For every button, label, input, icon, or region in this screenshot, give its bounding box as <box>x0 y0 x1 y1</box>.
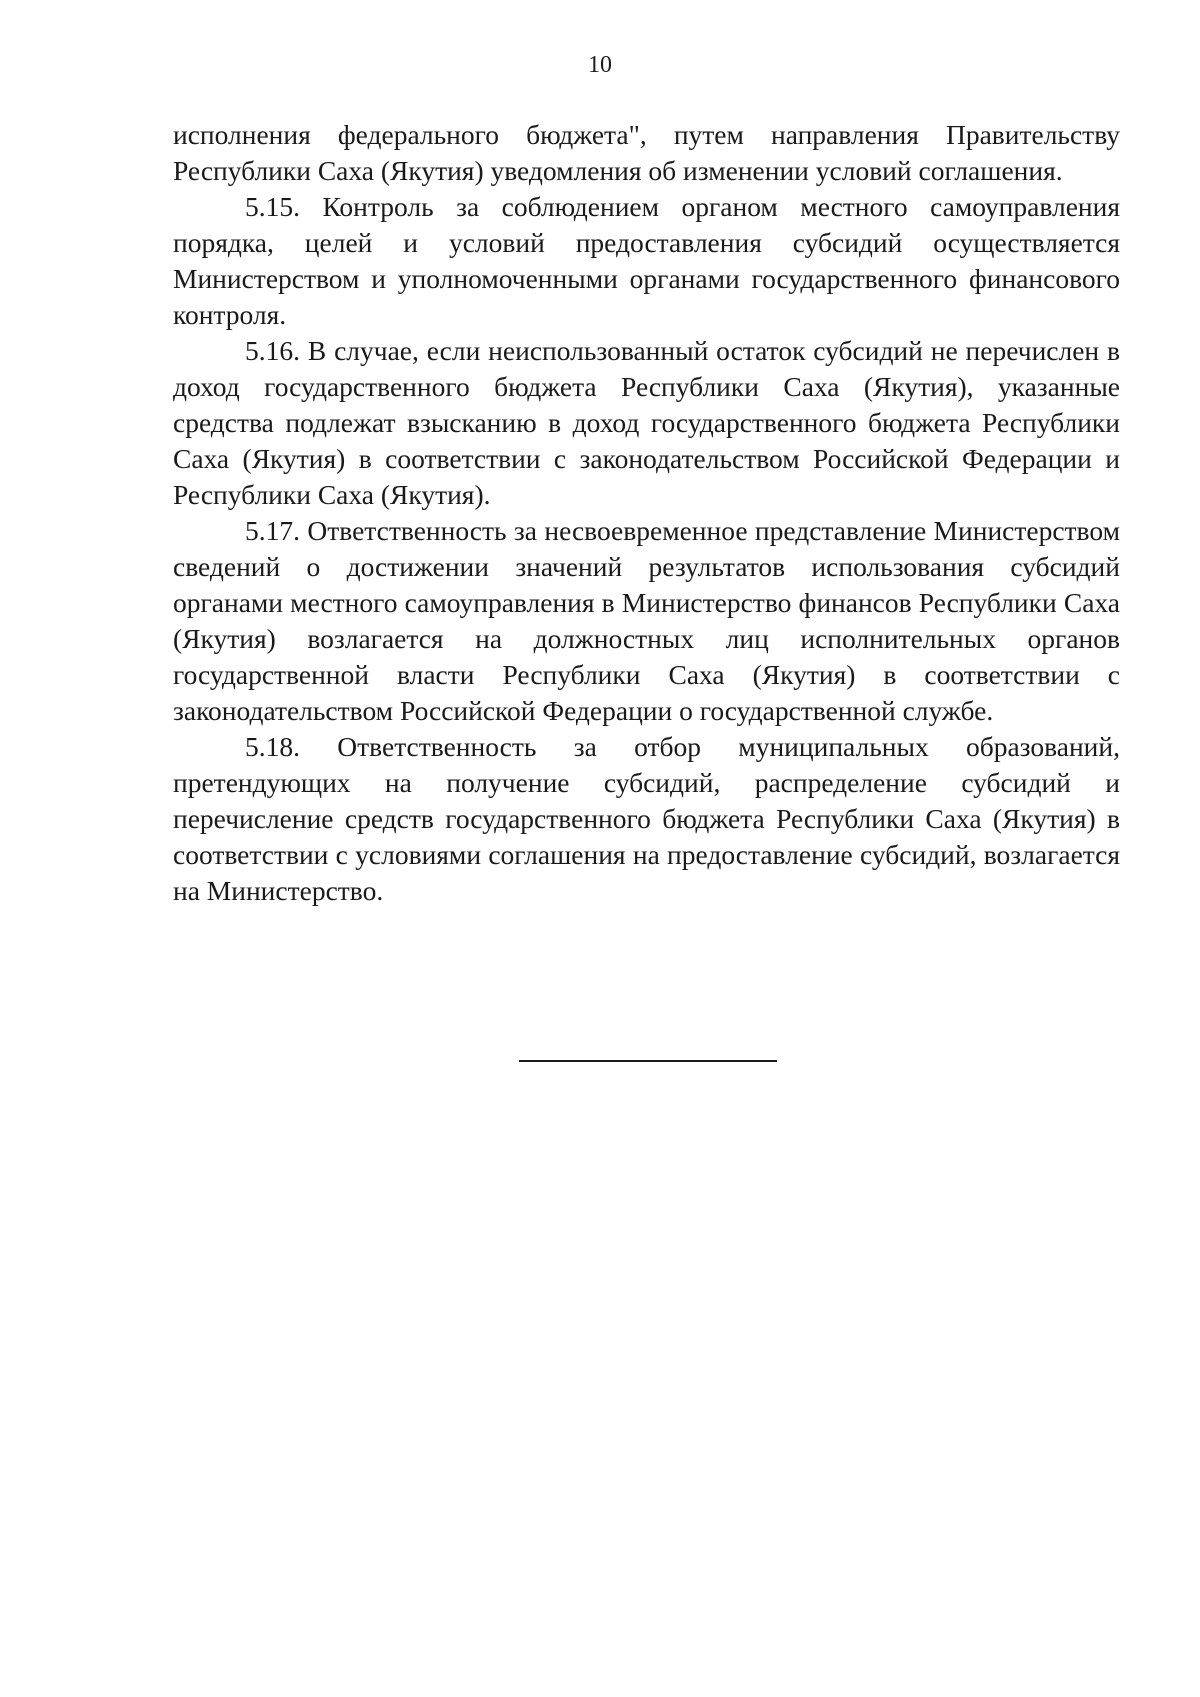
paragraph-5-17: 5.17. Ответственность за несвоевременное представление Министерством сведений о достижении значений результатов использования субсидий органами местного самоуправления в Министерство финансов Республики Саха (Якутия) возлагается на должностных лиц исполнительных органов государственной власти Республики Саха (Якутия) в соответствии с законодательством Российской Федерации о государственной службе. <box>173 515 1120 726</box>
document-body <box>173 117 1120 909</box>
paragraph-5-15: 5.15. Контроль за соблюдением органом местного самоуправления порядка, целей и условий предоставления субсидий осуществляется Министерством и уполномоченными органами государственного финансового контроля. <box>173 191 1120 330</box>
end-of-document-separator <box>519 1060 777 1062</box>
paragraph-5-18: 5.18. Ответственность за отбор муниципальных образований, претендующих на получение субсидий, распределение субсидий и перечисление средств государственного бюджета Республики Саха (Якутия) в соответствии с условиями соглашения на предоставление субсидий, возлагается на Министерство. <box>173 731 1120 906</box>
page-number: 10 <box>588 52 612 78</box>
paragraph-continuation: исполнения федерального бюджета", путем направления Правительству Республики Саха (Якутия) уведомления об изменении условий соглашения. <box>173 119 1120 186</box>
paragraph-5-16: 5.16. В случае, если неиспользованный остаток субсидий не перечислен в доход государственного бюджета Республики Саха (Якутия), указанные средства подлежат взысканию в доход государственного бюджета Республики Саха (Якутия) в соответствии с законодательством Российской Федерации и Республики Саха (Якутия). <box>173 335 1120 510</box>
